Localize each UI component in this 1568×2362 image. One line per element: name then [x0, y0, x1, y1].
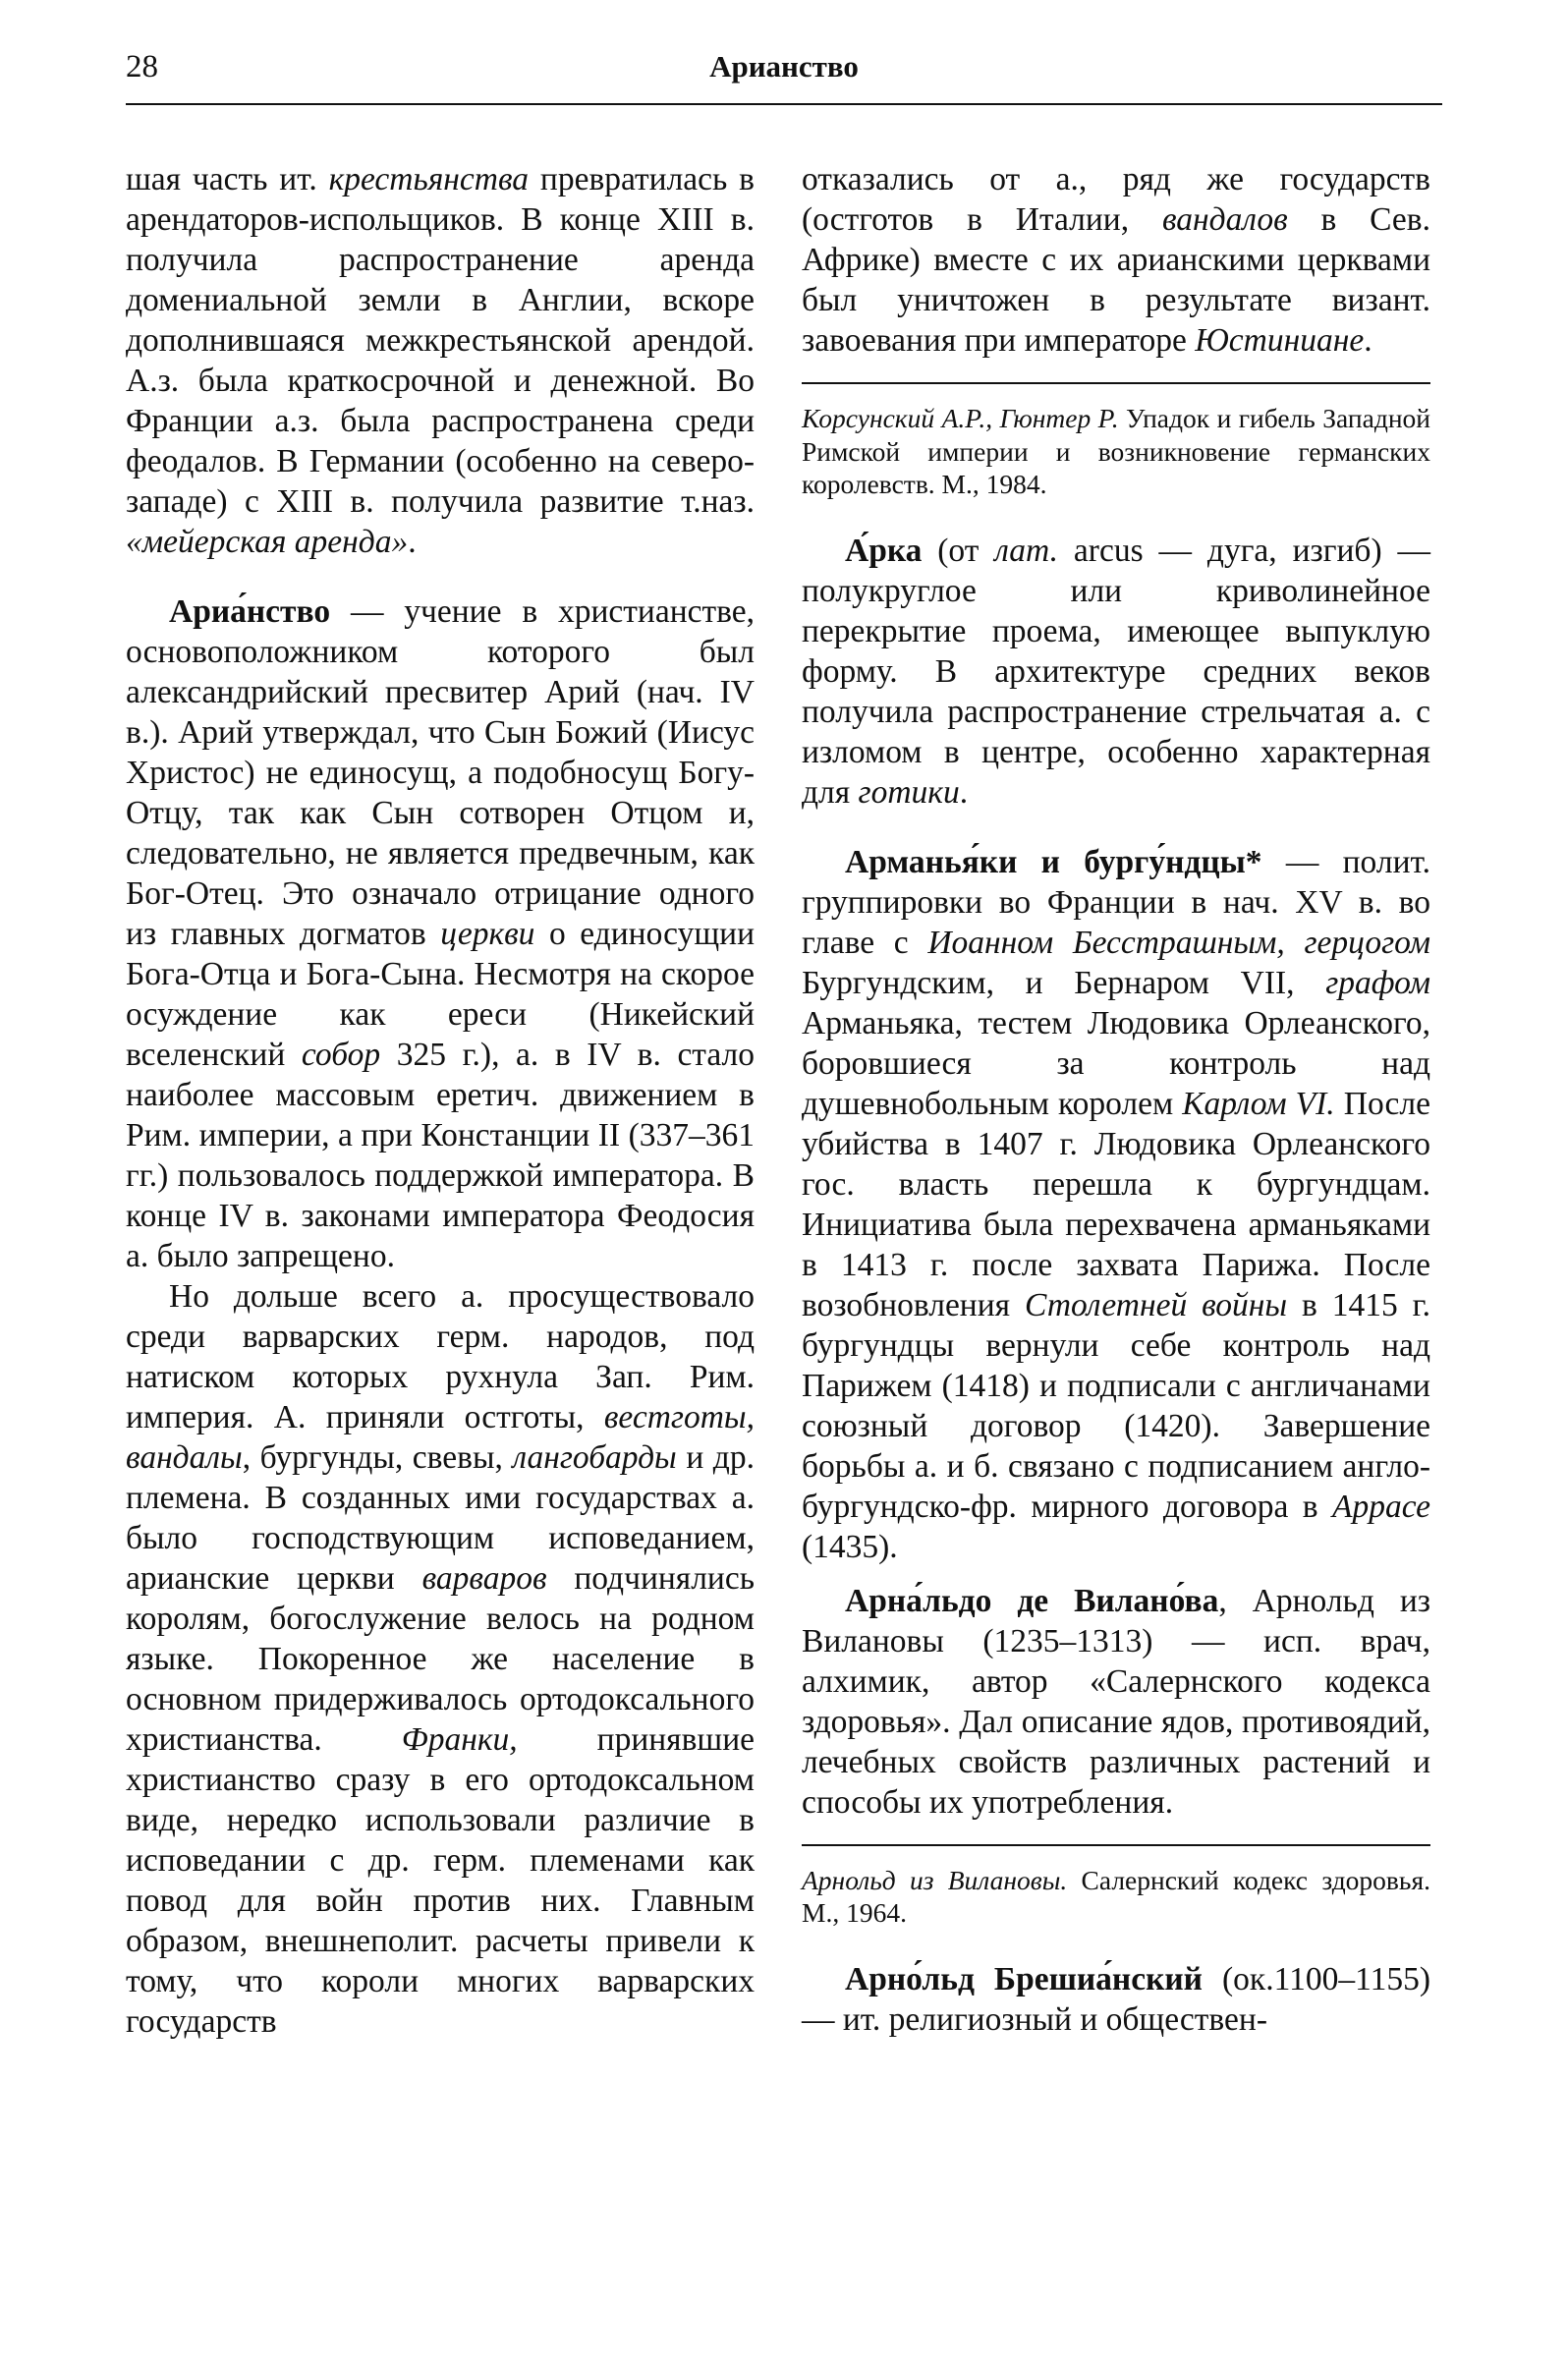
header-rule: [126, 103, 1442, 105]
left-column: [126, 159, 755, 2042]
headword-arnaldo: Арна́льдо де Вилано́ва: [845, 1582, 1219, 1619]
headword-arka: А́рка: [845, 532, 923, 569]
entry-arianstvo: Ариа́нство — учение в христианстве, основоположником которого был александрийский пресвитер Арий (нач. IV в.). Арий утверждал, что Сын Божий (Иисус Христос) не единосущ, а подобносущ Богу-Отцу, так как Сын сотворен Отцом и, следовательно, не является предвечным, как Бог-Отец. Это означало отрицание одного из главных догматов церкви о единосущии Бога-Отца и Бога-Сына. Несмотря на скорое осуждение как ереси (Никейский вселенский собор 325 г.), а. в IV в. стало наиболее массовым еретич. движением в Рим. империи, а при Констанции II (337–361 гг.) пользовалось поддержкой императора. В конце IV в. законами императора Феодосия а. было запрещено.: [126, 593, 755, 1274]
bibliography-arnaldo: Арнольд из Вилановы. Салернский кодекс здоровья. М., 1964.: [802, 1864, 1430, 1928]
entry-armanyaki: Арманья́ки и бургу́ндцы* — полит. группировки во Франции в нач. XV в. во главе с Иоанном Бесстрашным, герцогом Бургундским, и Бернаром VII, графом Арманьяка, тестем Людовика Орлеанского, боровшиеся за контроль над душевнобольным королем Карлом VI. После убийства в 1407 г. Людовика Орлеанского гос. власть перешла к бургундцам. Инициатива была перехвачена арманьяками в 1413 г. после захвата Парижа. После возобновления Столетней войны в 1415 г. бургундцы вернули себе контроль над Парижем (1418) и подписали с англичанами союзный договор (1420). Завершение борьбы а. и б. связано с подписанием англо-бургундско-фр. мирного договора в Аррасе (1435).: [802, 843, 1430, 1565]
bibliography-rule: [802, 382, 1430, 384]
page-number: 28: [126, 49, 158, 84]
arianstvo-continuation-paragraph: отказались от а., ряд же государств (остготов в Италии, вандалов в Сев. Африке) вместе с их арианскими церквами был уничтожен в результате визант. завоевания при императоре Юстиниане.: [802, 161, 1430, 359]
arianstvo-paragraph-2: Но дольше всего а. просуществовало среди варварских герм. народов, под натиском которых рухнула Зап. Рим. империя. А. приняли остготы, вестготы, вандалы, бургунды, свевы, лангобарды и др. племена. В созданных ими государствах а. было господствующим исповеданием, арианские церкви варваров подчинялись королям, богослужение велось на родном языке. Покоренное же население в основном придерживалось ортодоксального христианства. Франки, принявшие христианство сразу в его ортодоксальном виде, нередко использовали различие в исповедании с др. герм. племенами как повод для войн против них. Главным образом, внешнеполит. расчеты привели к тому, что короли многих варварских государств: [126, 1278, 756, 2040]
headword-arnold: Арно́льд Брешиа́нский: [845, 1960, 1203, 1997]
headword-arianstvo: Ариа́нство: [169, 593, 331, 630]
bibliography-arianstvo: Корсунский А.Р., Гюнтер Р. Упадок и гибель Западной Римской империи и возникновение германских королевств. М., 1984.: [802, 403, 1430, 499]
right-column: [802, 159, 1430, 2040]
arenda-continuation-paragraph: шая часть ит. крестьянства превратилась в арендаторов-испольщиков. В конце XIII в. получила распространение аренда домениальной земли в Англии, вскоре дополнившаяся межкрестьянской арендой. А.з. была краткосрочной и денежной. Во Франции а.з. была распространена среди феодалов. В Германии (особенно на северо-западе) с XIII в. получила развитие т.наз. «мейерская аренда».: [126, 161, 755, 560]
entry-arnold: Арно́льд Брешиа́нский (ок.1100–1155) — ит. религиозный и обществен-: [802, 1960, 1430, 2038]
bibliography-rule-2: [802, 1844, 1430, 1846]
running-head: Арианство: [709, 49, 859, 84]
headword-armanyaki: Арманья́ки и бургу́ндцы*: [845, 843, 1262, 880]
entry-arka: А́рка (от лат. arcus — дуга, изгиб) — полукруглое или криволинейное перекрытие проема, имеющее выпуклую форму. В архитектуре средних веков получила распространение стрельчатая а. с изломом в центре, особенно характерная для готики.: [802, 532, 1430, 811]
page-header: [126, 49, 1442, 104]
entry-arnaldo: Арна́льдо де Вилано́ва, Арнольд из Вилановы (1235–1313) — исп. врач, алхимик, автор «Салернского кодекса здоровья». Дал описание ядов, противоядий, лечебных свойств различных растений и способы их употребления.: [802, 1582, 1430, 1821]
